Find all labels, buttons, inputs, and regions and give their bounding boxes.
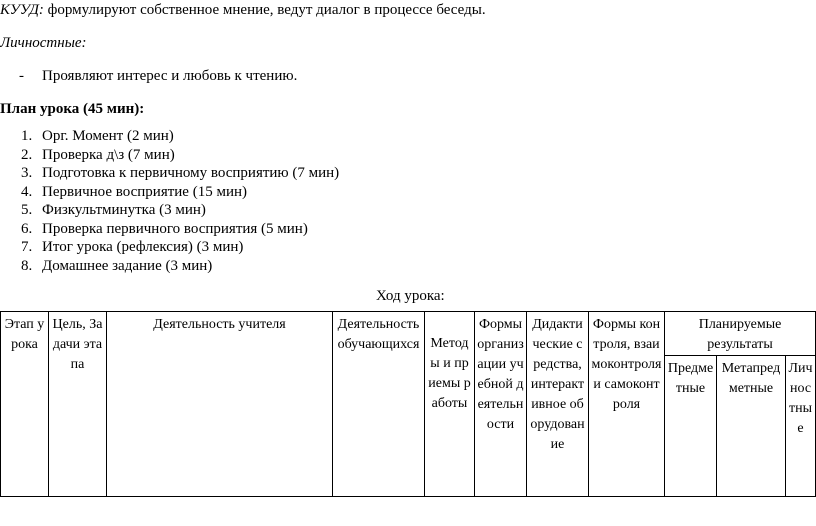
header-didactic: Дидактические средства, интерактивное оборудование xyxy=(527,312,589,497)
personal-title: Личностные: xyxy=(0,35,87,51)
kuud-text: формулируют собственное мнение, ведут диалог в процессе беседы. xyxy=(43,2,486,18)
header-students: Деятельность обучающихся xyxy=(333,312,425,497)
kuud-line xyxy=(0,2,486,19)
header-forms: Формы организации учебной деятельности xyxy=(475,312,527,497)
list-item: 2. Проверка д\з (7 мин) xyxy=(21,146,175,163)
header-stage: Этап урока xyxy=(1,312,49,497)
bullet-dash: - xyxy=(19,68,24,84)
plan-list xyxy=(0,127,339,275)
lesson-title: Ход урока: xyxy=(376,288,445,304)
header-methods: Методы и приемы работы xyxy=(425,312,475,497)
list-item: 5. Физкультминутка (3 мин) xyxy=(21,202,206,218)
list-item: 8. Домашнее задание (3 мин) xyxy=(21,257,213,274)
header-control: Формы контроля, взаимоконтроля и самоконтроля xyxy=(589,312,665,497)
list-item: 6. Проверка первичного восприятия (5 мин) xyxy=(21,220,308,237)
header-personal: Личностные xyxy=(786,356,816,497)
kuud-label: КУУД: xyxy=(0,2,44,18)
plan-title: План урока (45 мин): xyxy=(0,101,145,117)
header-meta: Метапредметные xyxy=(717,356,786,497)
list-item: 7. Итог урока (рефлексия) (3 мин) xyxy=(21,239,244,255)
header-teacher: Деятельность учителя xyxy=(107,312,333,497)
header-subject: Предметные xyxy=(665,356,717,497)
list-item: 1. Орг. Момент (2 мин) xyxy=(21,128,174,144)
personal-item-text: Проявляют интерес и любовь к чтению. xyxy=(42,68,298,84)
lesson-table xyxy=(0,311,816,497)
list-item: 3. Подготовка к первичному восприятию (7 мин) xyxy=(21,165,340,181)
header-goal: Цель, Задачи этапа xyxy=(49,312,107,497)
list-item: 4. Первичное восприятие (15 мин) xyxy=(21,183,248,200)
header-planned: Планируемые результаты xyxy=(665,312,816,356)
